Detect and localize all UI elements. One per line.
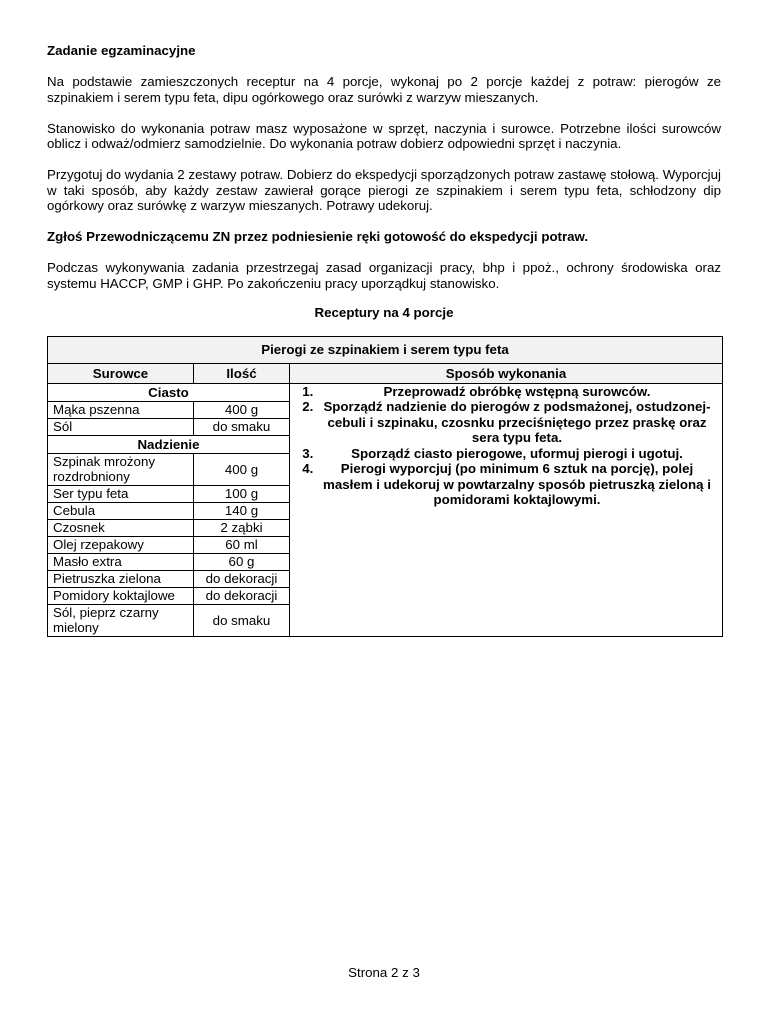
section-filling: Nadzienie — [48, 435, 290, 453]
ingredient-qty: 140 g — [194, 502, 290, 519]
ingredient-qty: do smaku — [194, 418, 290, 435]
paragraph-2: Stanowisko do wykonania potraw masz wyposażone w sprzęt, naczynia i surowce. Potrzebne ilości surowców oblicz i odważ/odmierz samodzielnie. Do wykonania potraw dobierz odpowiedni sprzęt i naczynia. — [47, 120, 721, 151]
ingredient-name: Cebula — [48, 502, 194, 519]
header-ingredients: Surowce — [48, 363, 194, 383]
ingredient-qty: do dekoracji — [194, 570, 290, 587]
paragraph-3: Przygotuj do wydania 2 zestawy potraw. Dobierz do ekspedycji sporządzonych potraw zastawę stołową. Wyporcjuj w taki sposób, aby każdy zestaw zawierał gorące pierogi ze szpinakiem i serem typu feta, schłodzony dip ogórkowy oraz surówkę z warzyw mieszanych. Potrawy udekoruj. — [47, 167, 721, 213]
ingredient-name: Pomidory koktajlowe — [48, 587, 194, 604]
recipes-title: Receptury na 4 porcje — [314, 305, 454, 320]
exam-heading: Zadanie egzaminacyjne — [47, 43, 196, 58]
ingredient-qty: 2 ząbki — [194, 519, 290, 536]
recipe-table — [47, 336, 723, 637]
ingredient-qty: do dekoracji — [194, 587, 290, 604]
ingredient-name: Mąka pszenna — [48, 401, 194, 418]
ingredient-qty: 100 g — [194, 485, 290, 502]
page-number: Strona 2 z 3 — [348, 965, 420, 980]
ingredient-name: Ser typu feta — [48, 485, 194, 502]
document-body — [47, 43, 721, 637]
section-dough: Ciasto — [48, 383, 290, 401]
ingredient-name: Olej rzepakowy — [48, 536, 194, 553]
ingredient-name: Sól — [48, 418, 194, 435]
ingredient-qty: 60 ml — [194, 536, 290, 553]
ingredient-name: Sól, pieprz czarny mielony — [48, 604, 194, 636]
method-step: 4. Pierogi wyporcjuj (po minimum 6 sztuk na porcję), polej masłem i udekoruj w powtarzalny sposób pietruszką zieloną i pomidorami koktajlowymi. — [317, 461, 717, 508]
bold-notice: Zgłoś Przewodniczącemu ZN przez podniesienie ręki gotowość do ekspedycji potraw. — [47, 229, 589, 244]
header-quantity: Ilość — [194, 363, 290, 383]
method-steps — [290, 384, 717, 508]
ingredient-qty: do smaku — [194, 604, 290, 636]
ingredient-name: Szpinak mrożony rozdrobniony — [48, 453, 194, 485]
ingredient-name: Czosnek — [48, 519, 194, 536]
ingredient-qty: 400 g — [194, 453, 290, 485]
method-cell — [290, 383, 723, 636]
ingredient-name: Pietruszka zielona — [48, 570, 194, 587]
ingredient-qty: 400 g — [194, 401, 290, 418]
paragraph-1: Na podstawie zamieszczonych receptur na 4 porcje, wykonaj po 2 porcje każdej z potraw: pierogów ze szpinakiem i serem typu feta, dipu ogórkowego oraz surówki z warzyw mieszanych. — [47, 74, 721, 105]
recipe-title: Pierogi ze szpinakiem i serem typu feta — [48, 336, 723, 363]
closing-paragraph: Podczas wykonywania zadania przestrzegaj zasad organizacji pracy, bhp i ppoż., ochrony środowiska oraz systemu HACCP, GMP i GHP. Po zakończeniu pracy uporządkuj stanowisko. — [47, 260, 721, 291]
ingredient-name: Masło extra — [48, 553, 194, 570]
method-step: 3. Sporządź ciasto pierogowe, uformuj pierogi i ugotuj. — [317, 446, 717, 462]
method-step: 1. Przeprowadź obróbkę wstępną surowców. — [317, 384, 717, 400]
header-method: Sposób wykonania — [290, 363, 723, 383]
ingredient-qty: 60 g — [194, 553, 290, 570]
method-step: 2. Sporządź nadzienie do pierogów z podsmażonej, ostudzonej- cebuli i szpinaku, czosnku przeciśniętego przez praskę oraz sera typu feta. — [317, 399, 717, 446]
